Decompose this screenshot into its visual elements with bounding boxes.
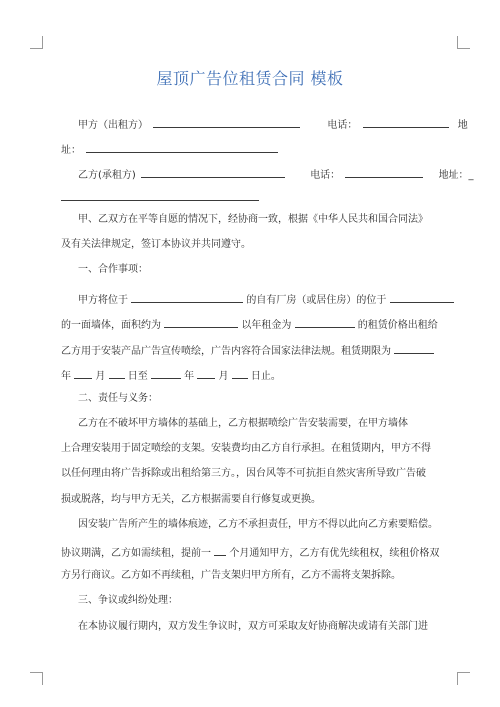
- date-year-2-blank: [151, 368, 181, 379]
- party-a-address-label-2: 址：: [61, 145, 81, 156]
- date-month-1-blank: [74, 368, 92, 379]
- area-blank: [164, 317, 238, 328]
- party-b-phone-blank: [345, 167, 423, 178]
- section2-text-b: 个月通知甲方，乙方有优先续租权，续租价格双: [229, 548, 440, 559]
- position-blank: [390, 292, 454, 303]
- section1-date-line: [61, 368, 281, 383]
- date-year-2-label: 年: [184, 371, 195, 382]
- section3-heading: 三、争议或纠纷处理：: [78, 595, 178, 606]
- intro-line-1: 甲、乙双方在平等自愿的情况下，经协商一致，根据《中华人民共和国合同法》: [78, 214, 428, 225]
- party-a-label: 甲方（出租方）: [78, 120, 148, 131]
- section1-heading: 一、合作事项：: [78, 264, 148, 275]
- crop-mark-top-right: [457, 36, 470, 49]
- party-b-address-blank: [61, 190, 259, 201]
- date-month-1-label: 月: [95, 371, 106, 382]
- section2-p1-line4: 损或脱落，均与甲方无关，乙方根据需要自行修复或更换。: [61, 494, 321, 505]
- party-b-line: [78, 167, 474, 182]
- intro-line-2: 及有关法律规定，签订本协议并共同遵守。: [61, 239, 251, 250]
- party-b-address-line: [61, 190, 259, 205]
- section2-heading: 二、责任与义务：: [78, 393, 158, 404]
- section2-p3-line2: 方另行商议。乙方如不再续租，广告支架归甲方所有，乙方不需将支架拆除。: [61, 570, 401, 581]
- section1-p1-line2: [61, 317, 438, 332]
- date-year-1-label: 年: [61, 371, 71, 382]
- section1-p1-line1: [78, 292, 454, 307]
- notice-months-blank: [214, 545, 226, 556]
- section2-p1-line3: 以任何理由将广告拆除或出租给第三方。，因台风等不可抗拒自然灾害所导致广告破: [61, 468, 426, 479]
- party-a-address-line: [61, 142, 278, 157]
- section1-text-c: 的一面墙体，面积约为: [61, 320, 161, 331]
- party-b-label: 乙方(承租方): [78, 170, 136, 181]
- section2-p2-line1: 因安装广告所产生的墙体痕迹，乙方不承担责任，甲方不得以此向乙方索要赔偿。: [78, 519, 438, 530]
- section1-text-b: 的自有厂房（或居住房）的位于: [246, 295, 387, 306]
- party-a-address-blank: [86, 142, 278, 153]
- section2-text-a: 协议期满，乙方如需续租，提前一: [61, 548, 211, 559]
- party-a-phone-label: 电话：: [327, 120, 358, 131]
- crop-mark-bottom-right: [457, 672, 470, 685]
- section2-p1-line1: 乙方在不破坏甲方墙体的基础上，乙方根据喷绘广告安装需要，在甲方墙体: [78, 418, 408, 429]
- section2-p1-line2: 上合理安装用于固定喷绘的支架。安装费均由乙方自行承担。在租赁期内，甲方不得: [61, 443, 431, 454]
- section1-text-a: 甲方将位于: [78, 295, 128, 306]
- section1-text-f: 乙方用于安装产品广告宣传喷绘，广告内容符合国家法律法规。租赁期限为: [61, 346, 391, 357]
- term-blank: [394, 343, 434, 354]
- location-blank: [131, 292, 243, 303]
- party-a-address-label-1: 地: [457, 120, 468, 131]
- date-day-2-label: 日止。: [250, 371, 281, 382]
- document-title: 屋顶广告位租赁合同 模板: [156, 69, 344, 88]
- party-b-address-label: 地址：_: [438, 170, 474, 181]
- section1-text-e: 的租赁价格出租给: [357, 320, 438, 331]
- party-b-phone-label: 电话：: [310, 170, 341, 181]
- date-day-1-blank: [109, 368, 125, 379]
- party-a-phone-blank: [363, 117, 449, 128]
- crop-mark-bottom-left: [30, 672, 43, 685]
- party-a-line: [78, 117, 468, 132]
- date-month-2-blank: [197, 368, 215, 379]
- date-day-1-label: 日至: [127, 371, 148, 382]
- party-b-name-blank: [141, 167, 285, 178]
- crop-mark-top-left: [30, 36, 43, 49]
- section1-p1-line3: [61, 343, 434, 358]
- date-month-2-label: 月: [218, 371, 229, 382]
- rent-blank: [295, 317, 355, 328]
- party-a-name-blank: [153, 117, 300, 128]
- section3-p1-line1: 在本协议履行期内，双方发生争议时，双方可采取友好协商解决或请有关部门进: [78, 621, 428, 632]
- section2-p3-line1: [61, 545, 439, 560]
- date-day-2-blank: [232, 368, 248, 379]
- section1-text-d: 以年租金为: [241, 320, 292, 331]
